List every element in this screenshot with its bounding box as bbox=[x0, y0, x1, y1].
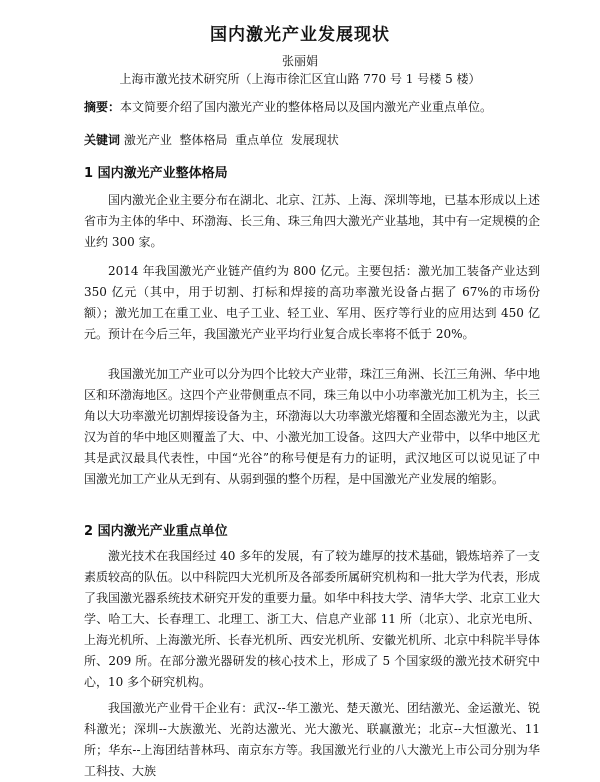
abstract-label: 摘要： bbox=[84, 100, 121, 114]
abstract bbox=[84, 98, 540, 116]
section-heading: 2 国内激光产业重点单位 bbox=[84, 524, 228, 539]
author-affiliation: 上海市激光技术研究所（上海市徐汇区宜山路 770 号 1 号楼 5 楼） bbox=[119, 72, 481, 86]
paragraph: 国内激光企业主要分布在湖北、北京、江苏、上海、深圳等地，已基本形成以上述省市为主体的华中、环渤海、长三角、珠三角四大激光产业基地，其中有一定规模的企业约 300 家。 bbox=[84, 193, 541, 249]
keywords bbox=[84, 131, 540, 149]
keywords-text: 激光产业 整体格局 重点单位 发展现状 bbox=[123, 133, 339, 147]
paragraph: 2014 年我国激光产业链产值约为 800 亿元。主要包括：激光加工装备产业达到 350 亿元（其中，用于切割、打标和焊接的高功率激光设备占据了 67%的市场份额）；激光加工在重工业、电子工业、轻工业、军用、医疗等行业的应用达到 450 亿元。预计在今后三年，我国激光产业平均行业复合成长率将不低于 20%。 bbox=[84, 264, 540, 341]
paragraph: 我国激光产业骨干企业有：武汉--华工激光、楚天激光、团结激光、金运激光、锐科激光；深圳--大族激光、光韵达激光、光大激光、联赢激光；北京--大恒激光、11 所；华东--上海团结普林玛、南京东方等。我国激光行业的八大激光上市公司分别为华工科技、大族 bbox=[84, 701, 540, 778]
paragraph: 激光技术在我国经过 40 多年的发展，有了较为雄厚的技术基础，锻炼培养了一支素质较高的队伍。以中科院四大光机所及各部委所属研究机构和一批大学为代表，形成了我国激光器系统技术研究开发的重要力量。如华中科技大学、清华大学、北京工业大学、哈工大、长春理工、北理工、浙工大、信息产业部 11 所（北京）、北京光电所、上海光机所、上海激光所、长春光机所、西安光机所、安徽光机所、北京中科院半导体所、209 所。在部分激光器研发的核心技术上，形成了 5 个国家级的激光技术研究中心，10 多个研究机构。 bbox=[84, 549, 541, 689]
keywords-label: 关键词 bbox=[84, 133, 121, 147]
paper-title: 国内激光产业发展现状 bbox=[210, 25, 390, 45]
author-name: 张丽娟 bbox=[281, 54, 318, 68]
section-heading: 1 国内激光产业整体格局 bbox=[84, 166, 228, 181]
paragraph: 我国激光加工产业可以分为四个比较大产业带，珠江三角洲、长江三角洲、华中地区和环渤海地区。这四个产业带侧重点不同，珠三角以中小功率激光加工机为主，长三角以大功率激光切割焊接设备为主，环渤海以大功率激光熔覆和全固态激光为主，以武汉为首的华中地区则覆盖了大、中、小激光加工设备。这四大产业带中，以华中地区尤其是武汉最具代表性，中国“光谷”的称号便是有力的证明，武汉地区可以说见证了中国激光加工产业从无到有、从弱到强的整个历程，是中国激光产业发展的缩影。 bbox=[84, 367, 541, 486]
abstract-text: 本文简要介绍了国内激光产业的整体格局以及国内激光产业重点单位。 bbox=[120, 100, 493, 114]
